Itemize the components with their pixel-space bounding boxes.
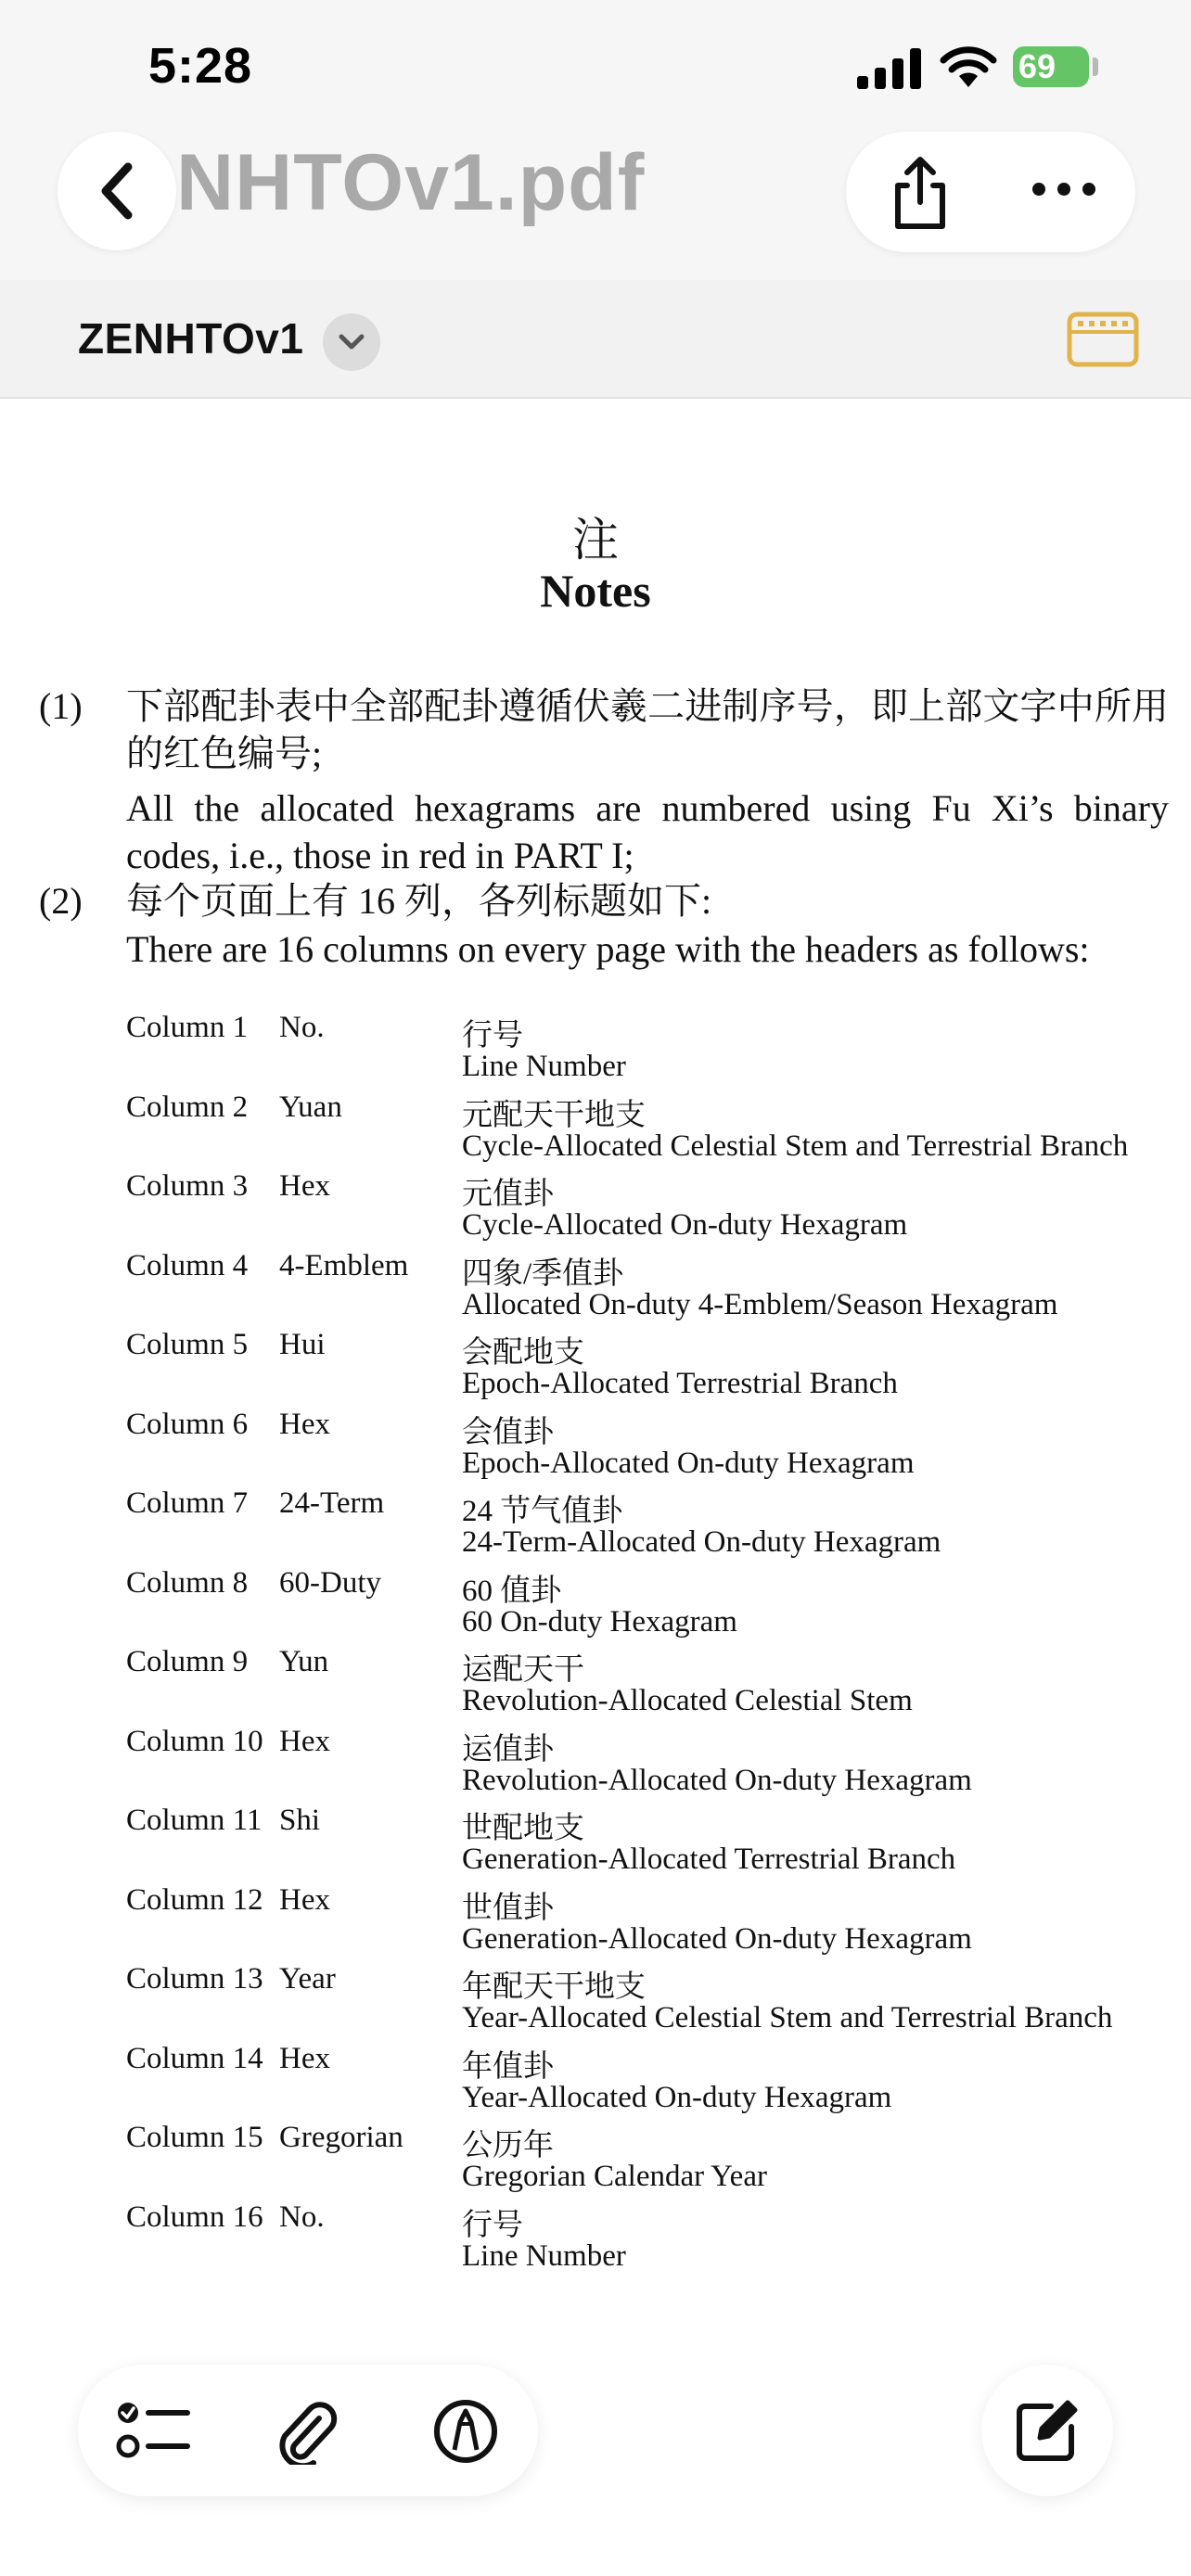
column-abbreviation: No. <box>279 2200 325 2234</box>
column-row <box>126 1408 1174 1487</box>
document-title: NHTOv1.pdf <box>176 138 646 227</box>
column-description-chinese: 行号 <box>462 2208 523 2242</box>
battery-level: 69 <box>1013 46 1089 87</box>
keyboard-icon[interactable] <box>1067 312 1139 367</box>
column-abbreviation: 4-Emblem <box>279 1248 409 1282</box>
column-label: Column 12 <box>126 1882 263 1917</box>
share-icon[interactable] <box>883 156 957 230</box>
column-label: Column 14 <box>126 2041 263 2075</box>
column-abbreviation: Hex <box>279 1724 330 1758</box>
note-text-chinese: 下部配卦表中全部配卦遵循伏羲二进制序号，即上部文字中所用的红色编号; <box>126 685 1169 774</box>
column-description: 24-Term-Allocated On-duty Hexagram <box>462 1525 941 1559</box>
column-label: Column 11 <box>126 1804 263 1837</box>
column-abbreviation: Gregorian <box>279 2121 403 2154</box>
column-label: Column 3 <box>126 1169 249 1203</box>
column-abbreviation: Shi <box>279 1804 321 1837</box>
battery-tip <box>1093 57 1098 76</box>
column-row <box>126 1090 1174 1170</box>
column-row <box>126 1486 1174 1566</box>
document-name[interactable]: ZENHTOv1 <box>78 314 304 363</box>
page-title-chinese: 注 <box>572 514 619 566</box>
markup-pen-icon[interactable] <box>432 2398 499 2465</box>
column-description: Epoch-Allocated On-duty Hexagram <box>462 1446 915 1480</box>
column-row <box>126 2042 1174 2122</box>
column-description: Cycle-Allocated On-duty Hexagram <box>462 1208 908 1242</box>
column-description-chinese: 年值卦 <box>462 2049 554 2084</box>
column-label: Column 4 <box>126 1248 249 1282</box>
column-description: Revolution-Allocated Celestial Stem <box>462 1684 913 1717</box>
column-description: Cycle-Allocated Celestial Stem and Terrestrial Branch <box>462 1129 1129 1163</box>
column-abbreviation: Hui <box>279 1328 326 1361</box>
paperclip-icon[interactable] <box>273 2398 339 2465</box>
column-description: Allocated On-duty 4-Emblem/Season Hexagram <box>462 1287 1058 1321</box>
column-row <box>126 1804 1174 1883</box>
column-row <box>126 1011 1174 1090</box>
column-row <box>126 1725 1174 1804</box>
column-label: Column 1 <box>126 1011 249 1044</box>
column-description-chinese: 运值卦 <box>462 1732 554 1766</box>
chevron-down-icon <box>338 333 365 351</box>
column-label: Column 8 <box>126 1565 249 1600</box>
column-description-chinese: 会配地支 <box>462 1336 584 1370</box>
column-abbreviation: 24-Term <box>279 1486 385 1520</box>
column-abbreviation: Hex <box>279 1169 330 1203</box>
column-description: Epoch-Allocated Terrestrial Branch <box>462 1367 898 1400</box>
column-row <box>126 1328 1174 1408</box>
checklist-icon[interactable] <box>115 2398 191 2463</box>
column-description-chinese: 行号 <box>462 1019 523 1052</box>
column-description: Year-Allocated On-duty Hexagram <box>462 2080 892 2114</box>
note-text: There are 16 columns on every page with the headers as follows: <box>126 928 1090 970</box>
column-label: Column 5 <box>126 1328 249 1361</box>
page-title: Notes <box>540 565 651 617</box>
note-text: All the allocated hexagrams are numbered using Fu Xi’s binary codes, i.e., those in red in PART I; <box>126 787 1169 876</box>
column-label: Column 15 <box>126 2121 263 2154</box>
column-label: Column 7 <box>126 1486 249 1520</box>
column-row <box>126 1883 1174 1963</box>
column-description-chinese: 60 值卦 <box>462 1574 562 1608</box>
compose-icon <box>1014 2397 1081 2464</box>
column-list <box>126 1011 1174 2279</box>
ellipsis-icon[interactable] <box>1031 180 1096 198</box>
column-row <box>126 1645 1174 1725</box>
column-abbreviation: Hex <box>279 1882 330 1917</box>
top-bar <box>0 0 1191 280</box>
column-label: Column 2 <box>126 1090 249 1124</box>
column-label: Column 13 <box>126 1962 263 1996</box>
column-abbreviation: Year <box>279 1962 336 1996</box>
document-menu-button[interactable] <box>323 313 380 371</box>
wifi-icon <box>939 45 998 89</box>
compose-button[interactable] <box>981 2365 1113 2496</box>
column-description-chinese: 元值卦 <box>462 1178 554 1211</box>
note-text-chinese: 每个页面上有 16 列，各列标题如下: <box>126 880 712 922</box>
column-description-chinese: 运配天干 <box>462 1653 584 1687</box>
column-row <box>126 1249 1174 1329</box>
back-button[interactable] <box>58 132 176 250</box>
column-description: Gregorian Calendar Year <box>462 2160 767 2193</box>
column-abbreviation: No. <box>279 1011 325 1044</box>
column-row <box>126 1962 1174 2042</box>
column-abbreviation: Hex <box>279 2041 330 2075</box>
column-description: Line Number <box>462 2238 626 2273</box>
column-label: Column 9 <box>126 1645 249 1678</box>
column-description-chinese: 世配地支 <box>462 1812 584 1845</box>
document-header <box>0 280 1191 399</box>
column-abbreviation: Yuan <box>279 1090 342 1124</box>
column-description: Revolution-Allocated On-duty Hexagram <box>462 1763 972 1797</box>
column-row <box>126 1566 1174 1646</box>
column-description: Year-Allocated Celestial Stem and Terrestrial Branch <box>462 2001 1113 2034</box>
note-number: (2) <box>39 880 83 922</box>
column-label: Column 10 <box>126 1724 263 1758</box>
column-description-chinese: 公历年 <box>462 2129 554 2162</box>
bottom-toolbar <box>78 2365 538 2496</box>
column-abbreviation: Hex <box>279 1407 330 1441</box>
column-description-chinese: 元配天干地支 <box>462 1098 646 1132</box>
column-description: Line Number <box>462 1050 626 1083</box>
column-description: 60 On-duty Hexagram <box>462 1604 737 1639</box>
column-description-chinese: 四象/季值卦 <box>462 1256 624 1291</box>
column-label: Column 6 <box>126 1407 249 1441</box>
actions-group <box>846 132 1135 252</box>
column-description-chinese: 会值卦 <box>462 1415 554 1449</box>
cellular-signal-icon <box>857 48 922 89</box>
note-number: (1) <box>39 685 83 727</box>
column-abbreviation: 60-Duty <box>279 1565 381 1600</box>
column-label: Column 16 <box>126 2200 263 2234</box>
column-description-chinese: 年配天干地支 <box>462 1970 646 2004</box>
column-description: Generation-Allocated On-duty Hexagram <box>462 1921 972 1956</box>
status-time: 5:28 <box>148 38 253 94</box>
column-abbreviation: Yun <box>279 1645 329 1678</box>
column-row <box>126 1169 1174 1249</box>
column-description-chinese: 24 节气值卦 <box>462 1495 623 1528</box>
column-row <box>126 2121 1174 2200</box>
chevron-left-icon <box>96 161 137 221</box>
column-description: Generation-Allocated Terrestrial Branch <box>462 1843 956 1876</box>
column-description-chinese: 世值卦 <box>462 1891 554 1925</box>
column-row <box>126 2200 1174 2280</box>
pdf-page <box>0 399 1191 2576</box>
